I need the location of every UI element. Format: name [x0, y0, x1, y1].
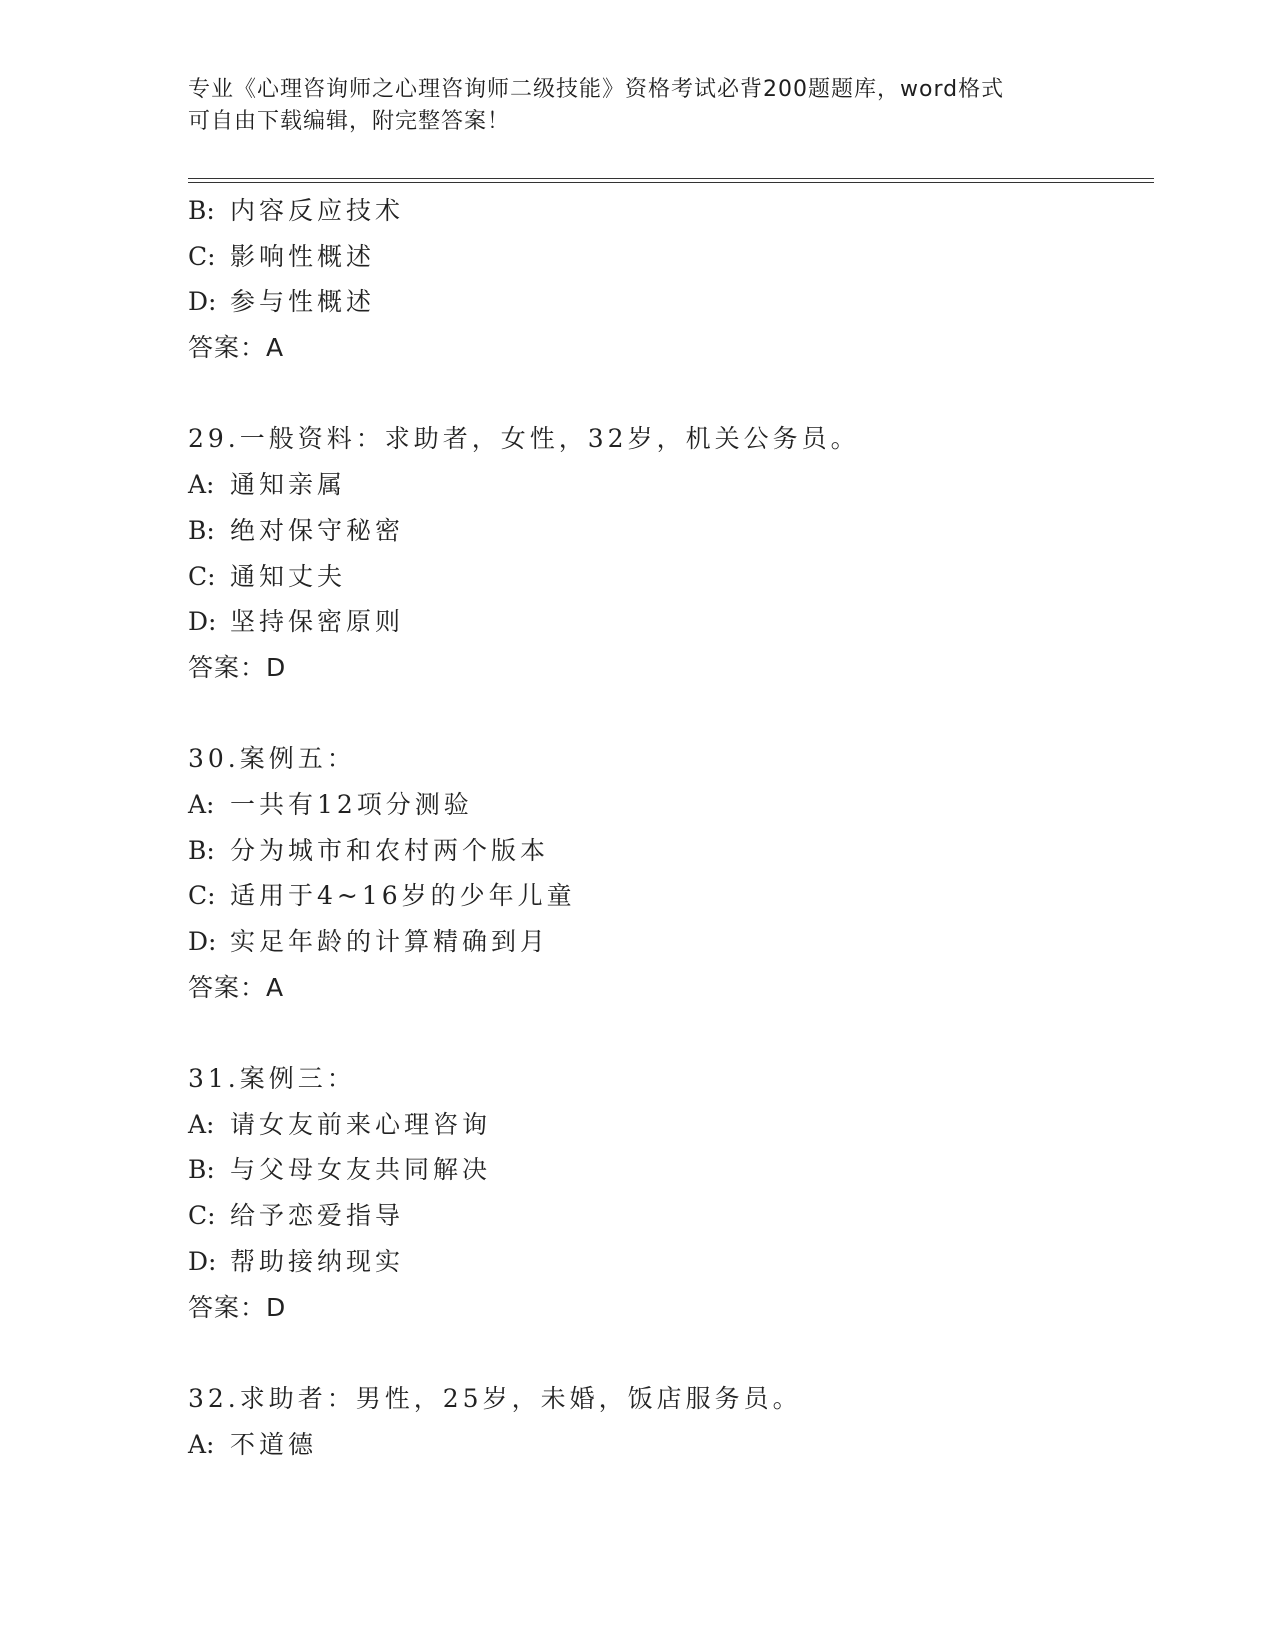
header-divider-top — [188, 178, 1154, 179]
option-letter: A: — [188, 1429, 215, 1459]
option-row — [188, 508, 1148, 554]
option-row — [188, 599, 1148, 645]
question-28 — [188, 188, 1148, 371]
answer-line: 答案：D — [188, 1292, 287, 1322]
answer-line: 答案：A — [188, 333, 285, 363]
option-row — [188, 1102, 1148, 1148]
option-letter: B: — [188, 835, 215, 865]
option-letter: B: — [188, 515, 215, 545]
option-letter: C: — [188, 1201, 216, 1231]
option-text: 通知亲属 — [230, 470, 347, 500]
question-29 — [188, 416, 1148, 690]
option-row — [188, 234, 1148, 280]
header-line-1: 专业《心理咨询师之心理咨询师二级技能》资格考试必背200题题库，word格式 — [188, 77, 1005, 102]
option-text: 分为城市和农村两个版本 — [230, 835, 550, 865]
option-text: 给予恋爱指导 — [230, 1201, 405, 1231]
option-row — [188, 873, 1148, 919]
option-letter: B: — [188, 1155, 215, 1185]
option-letter: C: — [188, 561, 216, 591]
question-stem: 29.一般资料：求助者，女性，32岁，机关公务员。 — [188, 424, 860, 454]
option-text: 实足年龄的计算精确到月 — [230, 927, 550, 956]
option-row — [188, 279, 1148, 325]
option-letter: D: — [188, 927, 217, 956]
option-letter: C: — [188, 241, 216, 271]
question-32 — [188, 1376, 1148, 1467]
option-row — [188, 1239, 1148, 1285]
option-text: 影响性概述 — [230, 241, 376, 271]
option-text: 参与性概述 — [230, 287, 376, 317]
option-text: 通知丈夫 — [230, 561, 347, 591]
option-row — [188, 554, 1148, 600]
option-letter: C: — [188, 881, 216, 911]
option-letter: B: — [188, 196, 215, 225]
option-letter: D: — [188, 1246, 217, 1276]
question-31 — [188, 1056, 1148, 1330]
option-row — [188, 782, 1148, 828]
answer-line: 答案：A — [188, 972, 285, 1002]
header-divider-bottom — [188, 182, 1154, 183]
question-list — [188, 188, 1148, 1467]
answer-line: 答案：D — [188, 652, 287, 682]
option-row — [188, 1422, 1148, 1468]
option-row — [188, 828, 1148, 874]
option-row — [188, 462, 1148, 508]
option-text: 坚持保密原则 — [230, 607, 405, 637]
question-stem: 32.求助者：男性，25岁，未婚，饭店服务员。 — [188, 1383, 802, 1413]
question-stem: 31.案例三： — [188, 1064, 356, 1094]
header-line-2: 可自由下载编辑，附完整答案！ — [188, 109, 511, 134]
option-text: 不道德 — [230, 1429, 318, 1459]
option-row — [188, 188, 1148, 234]
option-row — [188, 1147, 1148, 1193]
option-text: 与父母女友共同解决 — [230, 1155, 492, 1185]
option-text: 一共有12项分测验 — [230, 789, 473, 819]
option-letter: D: — [188, 287, 217, 317]
option-row — [188, 919, 1148, 965]
document-header — [188, 74, 1088, 138]
option-text: 请女友前来心理咨询 — [230, 1109, 492, 1139]
option-text: 绝对保守秘密 — [230, 515, 405, 545]
option-letter: A: — [188, 470, 215, 500]
question-stem: 30.案例五： — [188, 744, 356, 774]
option-letter: D: — [188, 607, 217, 637]
option-letter: A: — [188, 789, 215, 819]
option-text: 帮助接纳现实 — [230, 1246, 405, 1276]
option-text: 适用于4~16岁的少年儿童 — [230, 881, 576, 911]
question-30 — [188, 736, 1148, 1010]
option-row — [188, 1193, 1148, 1239]
option-text: 内容反应技术 — [230, 196, 405, 225]
option-letter: A: — [188, 1109, 215, 1139]
